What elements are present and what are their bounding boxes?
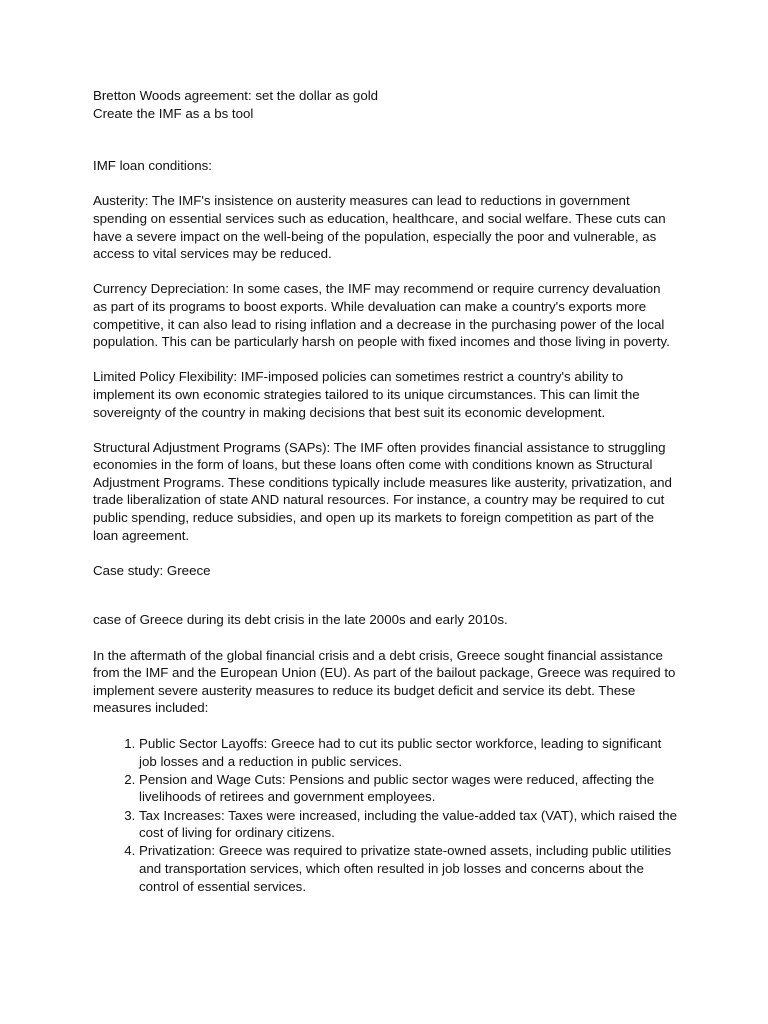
austerity-paragraph: Austerity: The IMF's insistence on austerity measures can lead to reductions in government spending on essential services such as education, healthcare, and social welfare. These cuts can have a severe impact on the well-being of the population, especially the poor and vulnerable, as access to vital services may be reduced. [93, 193, 666, 262]
document-body [93, 87, 678, 896]
list-item: 2. Pension and Wage Cuts: Pensions and public sector wages were reduced, affecting the livelihoods of retirees and government employees. [139, 771, 678, 806]
currency-paragraph: Currency Depreciation: In some cases, the IMF may recommend or require currency devaluation as part of its programs to boost exports. While devaluation can make a country's exports more competitive, it can also lead to rising inflation and a decrease in the purchasing power of the local population. This can be particularly harsh on people with fixed incomes and those living in poverty. [93, 281, 670, 350]
case-study-heading: Case study: Greece [93, 562, 211, 578]
list-item: 4. Privatization: Greece was required to privatize state-owned assets, including public utilities and transportation services, which often resulted in job losses and concerns about the control of essential services. [139, 842, 678, 895]
spacer [93, 629, 678, 647]
intro-line-1: Bretton Woods agreement: set the dollar as gold [93, 88, 379, 103]
measures-list [93, 735, 678, 895]
spacer [93, 122, 678, 157]
imf-heading: IMF loan conditions: [93, 158, 212, 174]
intro-line-2: Create the IMF as a bs tool [93, 105, 254, 121]
spacer [93, 421, 678, 439]
spacer [93, 579, 678, 611]
spacer [93, 351, 678, 369]
spacer [93, 263, 678, 281]
greece-paragraph: In the aftermath of the global financial crisis and a debt crisis, Greece sought financial assistance from the IMF and the European Union (EU). As part of the bailout package, Greece was required to implement severe austerity measures to reduce its budget deficit and service its debt. These measures included: [93, 647, 676, 716]
spacer [93, 175, 678, 193]
spacer [93, 717, 678, 735]
spacer [93, 544, 678, 562]
policy-paragraph: Limited Policy Flexibility: IMF-imposed policies can sometimes restrict a country's ability to implement its own economic strategies tailored to its unique circumstances. This can limit the sovereignty of the country in making decisions that best suit its economic development. [93, 369, 640, 420]
saps-paragraph: Structural Adjustment Programs (SAPs): The IMF often provides financial assistance to struggling economies in the form of loans, but these loans often come with conditions known as Structural Adjustment Programs. These conditions typically include measures like austerity, privatization, and trade liberalization of state AND natural resources. For instance, a country may be required to cut public spending, reduce subsidies, and open up its markets to foreign competition as part of the loan agreement. [93, 439, 672, 543]
list-item: 3. Tax Increases: Taxes were increased, including the value-added tax (VAT), which raised the cost of living for ordinary citizens. [139, 807, 678, 842]
greece-intro: case of Greece during its debt crisis in the late 2000s and early 2010s. [93, 612, 508, 628]
list-item: 1. Public Sector Layoffs: Greece had to cut its public sector workforce, leading to significant job losses and a reduction in public services. [139, 735, 678, 770]
